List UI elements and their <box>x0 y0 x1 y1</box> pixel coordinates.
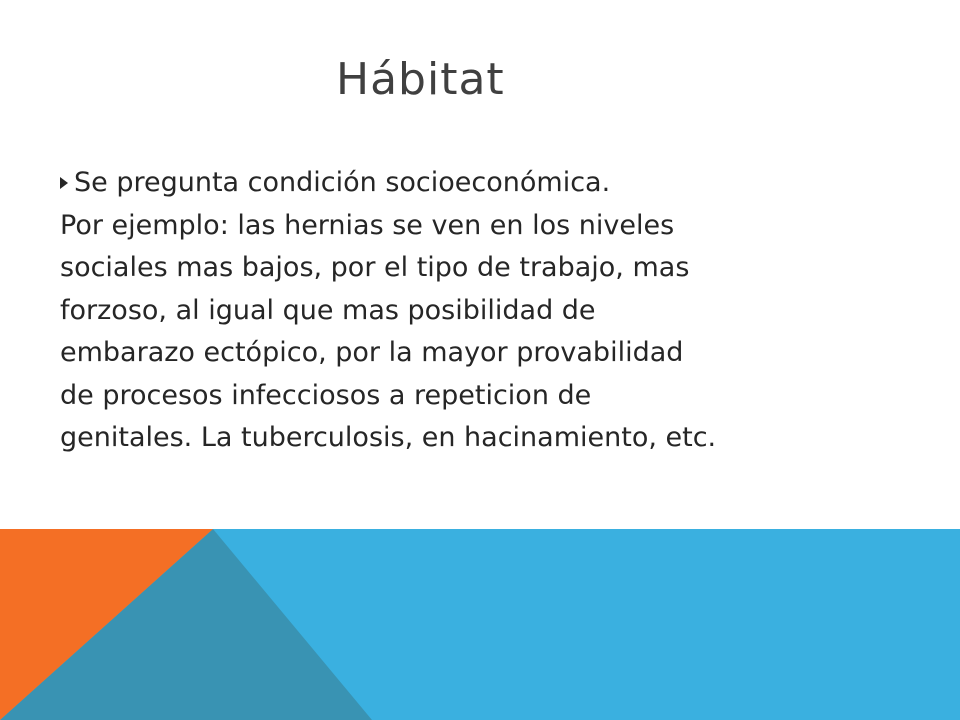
slide-body <box>60 162 940 460</box>
bullet-item <box>60 162 940 205</box>
paragraph-line: sociales mas bajos, por el tipo de trabajo, mas <box>60 252 690 283</box>
paragraph-line: de procesos infecciosos a repeticion de <box>60 379 592 411</box>
paragraph-line: embarazo ectópico, por la mayor provabilidad <box>60 337 684 368</box>
slide-title: Hábitat <box>336 54 505 105</box>
paragraph-line: forzoso, al igual que mas posibilidad de <box>60 294 596 326</box>
paragraph-line: genitales. La tuberculosis, en hacinamiento, etc. <box>60 422 717 453</box>
footer-decoration <box>0 529 960 720</box>
bullet-text: Se pregunta condición socioeconómica. <box>74 167 611 198</box>
triangle-bullet-icon <box>60 177 68 189</box>
paragraph-line: Por ejemplo: las hernias se ven en los niveles <box>60 209 675 241</box>
